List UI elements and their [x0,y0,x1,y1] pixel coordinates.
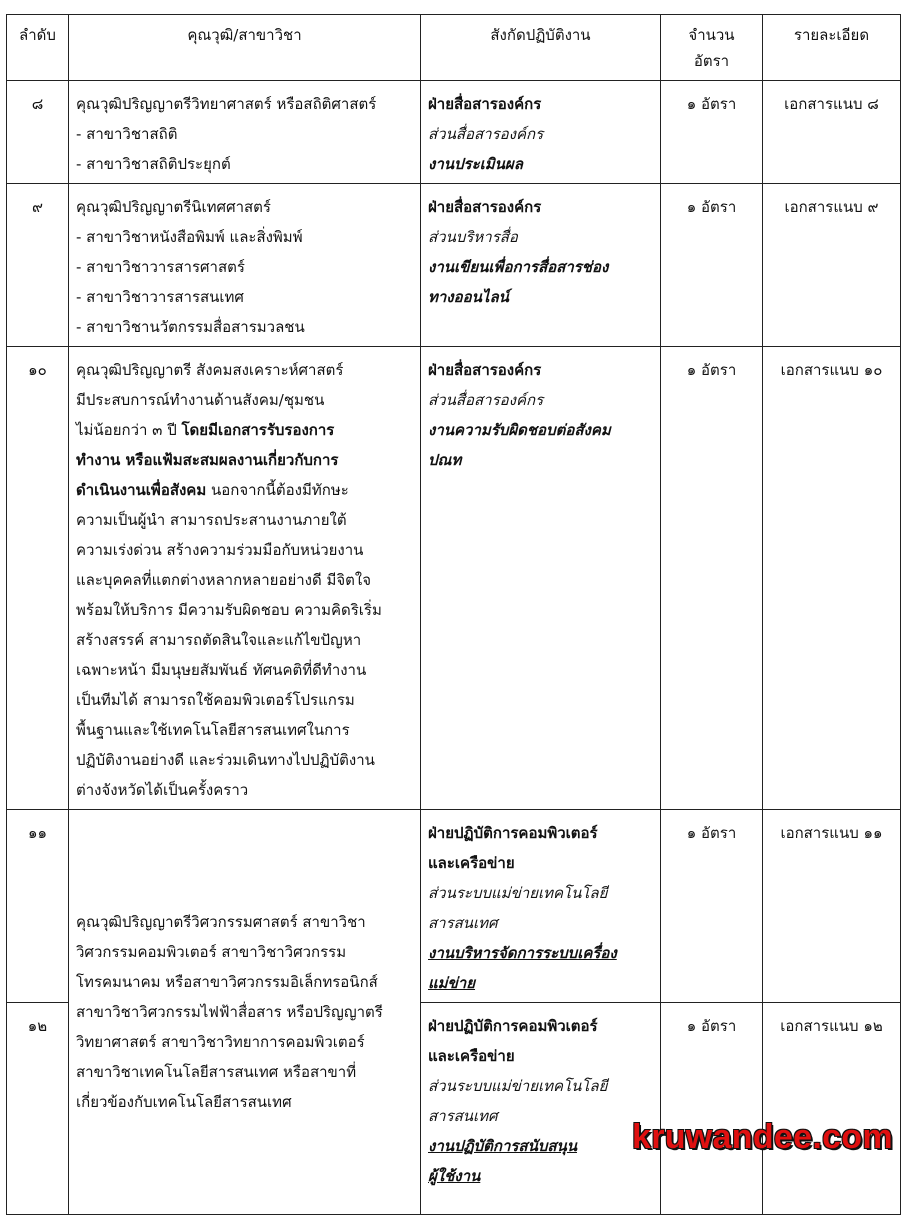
work-unit: งานประเมินผล [428,155,523,173]
work-unit: ปณท [428,451,462,469]
attachment-ref: เอกสารแนบ ๙ [763,184,901,347]
attachment-ref: เอกสารแนบ ๑๒ [763,1003,901,1215]
attachment-ref: เอกสารแนบ ๑๑ [763,810,901,1003]
work-unit: ผู้ใช้งาน [428,1167,481,1185]
site-watermark: kruwandee.com [632,1118,893,1156]
table-row [7,184,901,347]
position-count: ๑ อัตรา [661,81,763,184]
table-row [7,347,901,810]
row-number: ๘ [7,81,69,184]
qualification-cell: คุณวุฒิปริญญาตรีวิทยาศาสตร์ หรือสถิติศาสตร์ - สาขาวิชาสถิติ - สาขาวิชาสถิติประยุกต์ [69,81,421,184]
work-unit: งานปฏิบัติการสนับสนุน [428,1137,578,1155]
position-table [6,14,901,1215]
section: ส่วนบริหารสื่อ [428,228,518,246]
header-qualification: คุณวุฒิ/สาขาวิชา [69,15,421,81]
table-row [7,810,901,1003]
department: และเครือข่าย [428,854,515,872]
document-page [6,14,904,1185]
department: ฝ่ายสื่อสารองค์กร [428,198,542,216]
unit-cell [421,81,661,184]
section: ส่วนระบบแม่ข่ายเทคโนโลยี [428,1077,608,1095]
department: ฝ่ายสื่อสารองค์กร [428,361,542,379]
header-count: จำนวน อัตรา [661,15,763,81]
header-unit: สังกัดปฏิบัติงาน [421,15,661,81]
row-number: ๑๑ [7,810,69,1003]
department: ฝ่ายปฏิบัติการคอมพิวเตอร์ [428,1017,598,1035]
work-unit: งานความรับผิดชอบต่อสังคม [428,421,611,439]
department: และเครือข่าย [428,1047,515,1065]
work-unit: งานบริหารจัดการระบบเครื่อง [428,944,617,962]
work-unit: แม่ข่าย [428,974,476,992]
table-header-row [7,15,901,81]
unit-cell [421,810,661,1003]
section: สารสนเทศ [428,914,498,932]
work-unit: งานเขียนเพื่อการสื่อสารช่อง [428,258,609,276]
department: ฝ่ายสื่อสารองค์กร [428,95,542,113]
work-unit: ทางออนไลน์ [428,288,509,306]
section: สารสนเทศ [428,1107,498,1125]
row-number: ๑๒ [7,1003,69,1215]
attachment-ref: เอกสารแนบ ๑๐ [763,347,901,810]
section: ส่วนสื่อสารองค์กร [428,125,544,143]
header-detail: รายละเอียด [763,15,901,81]
unit-cell [421,184,661,347]
section: ส่วนระบบแม่ข่ายเทคโนโลยี [428,884,608,902]
qualification-cell: คุณวุฒิปริญญาตรีนิเทศศาสตร์ - สาขาวิชาหนังสือพิมพ์ และสิ่งพิมพ์ - สาขาวิชาวารสารศาสตร์ - สาขาวิชาวารสารสนเทศ - สาขาวิชานวัตกรรมสื่อสารมวลชน [69,184,421,347]
row-number: ๙ [7,184,69,347]
qualification-cell-merged: คุณวุฒิปริญญาตรีวิศวกรรมศาสตร์ สาขาวิชา วิศวกรรมคอมพิวเตอร์ สาขาวิชาวิศวกรรม โทรคมนาคม หรือสาขาวิศวกรรมอิเล็กทรอนิกส์ สาขาวิชาวิศวกรรมไฟฟ้าสื่อสาร หรือปริญญาตรี วิทยาศาสตร์ สาขาวิชาวิทยาการคอมพิวเตอร์ สาขาวิชาเทคโนโลยีสารสนเทศ หรือสาขาที่ เกี่ยวข้องกับเทคโนโลยีสารสนเทศ [69,810,421,1215]
position-count: ๑ อัตรา [661,1003,763,1215]
position-count: ๑ อัตรา [661,347,763,810]
unit-cell [421,1003,661,1215]
attachment-ref: เอกสารแนบ ๘ [763,81,901,184]
qualification-cell: คุณวุฒิปริญญาตรี สังคมสงเคราะห์ศาสตร์ มีประสบการณ์ทำงานด้านสังคม/ชุมชน ไม่น้อยกว่า ๓ ปี โดยมีเอกสารรับรองการ ทำงาน หรือแฟ้มสะสมผลงานเกี่ยวกับการ ดำเนินงานเพื่อสังคม นอกจากนี้ต้องมีทักษะ ความเป็นผู้นำ สามารถประสานงานภายใต้ ความเร่งด่วน สร้างความร่วมมือกับหน่วยงาน และบุคคลที่แตกต่างหลากหลายอย่างดี มีจิตใจ พร้อมให้บริการ มีความรับผิดชอบ ความคิดริเริ่ม สร้างสรรค์ สามารถตัดสินใจและแก้ไขปัญหา เฉพาะหน้า มีมนุษยสัมพันธ์ ทัศนคติที่ดีทำงาน เป็นทีมได้ สามารถใช้คอมพิวเตอร์โปรแกรม พื้นฐานและใช้เทคโนโลยีสารสนเทศในการ ปฏิบัติงานอย่างดี และร่วมเดินทางไปปฏิบัติงาน ต่างจังหวัดได้เป็นครั้งคราว [69,347,421,810]
row-number: ๑๐ [7,347,69,810]
table-row [7,81,901,184]
position-count: ๑ อัตรา [661,810,763,1003]
section: ส่วนสื่อสารองค์กร [428,391,544,409]
unit-cell [421,347,661,810]
header-order: ลำดับ [7,15,69,81]
position-count: ๑ อัตรา [661,184,763,347]
department: ฝ่ายปฏิบัติการคอมพิวเตอร์ [428,824,598,842]
